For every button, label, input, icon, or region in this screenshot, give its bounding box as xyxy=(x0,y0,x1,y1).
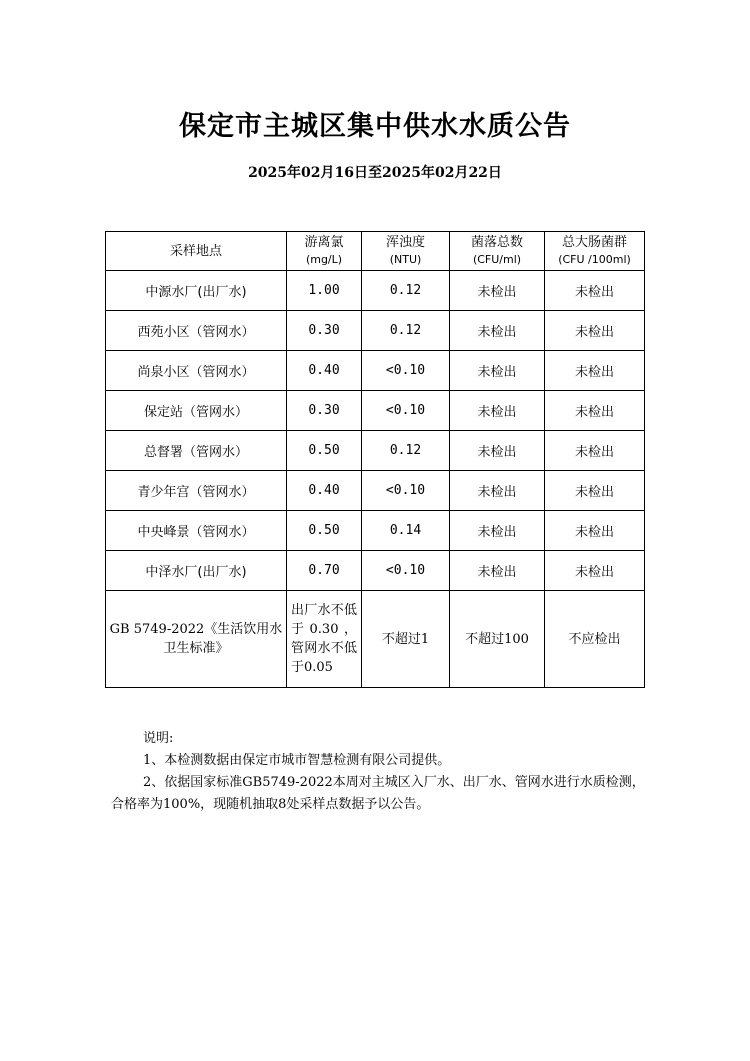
turbidity-cell: 0.12 xyxy=(362,271,450,311)
header-chlorine: 游离氯 (mg/L) xyxy=(287,232,362,271)
chlorine-cell: 0.70 xyxy=(287,551,362,591)
note-item: 2、依据国家标准GB5749-2022本周对主城区入厂水、出厂水、管网水进行水质检测，合格率为100%，现随机抽取8处采样点数据予以公告。 xyxy=(111,775,645,812)
colony-cell: 未检出 xyxy=(450,471,545,511)
colony-cell: 未检出 xyxy=(450,271,545,311)
site-cell: 青少年宫（管网水） xyxy=(106,471,287,511)
chlorine-cell: 1.00 xyxy=(287,271,362,311)
site-cell: 中源水厂(出厂水) xyxy=(106,271,287,311)
header-turbidity: 浑浊度 (NTU) xyxy=(362,232,450,271)
table-row xyxy=(106,351,645,391)
site-cell: 尚泉小区（管网水） xyxy=(106,351,287,391)
chlorine-cell: 0.30 xyxy=(287,391,362,431)
coliform-cell: 未检出 xyxy=(545,351,645,391)
colony-cell: 未检出 xyxy=(450,311,545,351)
colony-cell: 未检出 xyxy=(450,551,545,591)
table-row xyxy=(106,511,645,551)
page-title: 保定市主城区集中供水水质公告 xyxy=(179,111,571,142)
chlorine-cell: 0.40 xyxy=(287,471,362,511)
table-row xyxy=(106,471,645,511)
colony-cell: 未检出 xyxy=(450,391,545,431)
table-row xyxy=(106,391,645,431)
turbidity-cell: 0.12 xyxy=(362,311,450,351)
standard-name-cell: GB 5749-2022《生活饮用水卫生标准》 xyxy=(106,591,287,688)
notes-heading: 说明: xyxy=(143,731,174,746)
table-row xyxy=(106,551,645,591)
table-row xyxy=(106,271,645,311)
site-cell: 中泽水厂(出厂水) xyxy=(106,551,287,591)
table-header-row xyxy=(106,232,645,271)
turbidity-cell: <0.10 xyxy=(362,391,450,431)
chlorine-cell: 0.40 xyxy=(287,351,362,391)
standard-row xyxy=(106,591,645,688)
turbidity-cell: <0.10 xyxy=(362,471,450,511)
table-row xyxy=(106,431,645,471)
note-item: 1、本检测数据由保定市城市智慧检测有限公司提供。 xyxy=(143,753,451,768)
coliform-cell: 未检出 xyxy=(545,551,645,591)
colony-cell: 未检出 xyxy=(450,431,545,471)
site-cell: 中央峰景（管网水） xyxy=(106,511,287,551)
site-cell: 保定站（管网水） xyxy=(106,391,287,431)
header-coliform: 总大肠菌群 (CFU /100ml) xyxy=(545,232,645,271)
header-site: 采样地点 xyxy=(106,232,287,271)
turbidity-cell: 0.12 xyxy=(362,431,450,471)
chlorine-cell: 0.50 xyxy=(287,511,362,551)
turbidity-cell: 0.14 xyxy=(362,511,450,551)
site-cell: 总督署（管网水） xyxy=(106,431,287,471)
standard-turbidity-cell: 不超过1 xyxy=(362,591,450,688)
date-range: 2025年02月16日至2025年02月22日 xyxy=(248,165,502,181)
turbidity-cell: <0.10 xyxy=(362,551,450,591)
water-quality-table xyxy=(105,231,645,688)
coliform-cell: 未检出 xyxy=(545,311,645,351)
turbidity-cell: <0.10 xyxy=(362,351,450,391)
coliform-cell: 未检出 xyxy=(545,271,645,311)
chlorine-cell: 0.30 xyxy=(287,311,362,351)
coliform-cell: 未检出 xyxy=(545,391,645,431)
standard-chlorine-cell: 出厂水不低于0.30，管网水不低于0.05 xyxy=(287,591,362,688)
table-row xyxy=(106,311,645,351)
site-cell: 西苑小区（管网水） xyxy=(106,311,287,351)
chlorine-cell: 0.50 xyxy=(287,431,362,471)
coliform-cell: 未检出 xyxy=(545,471,645,511)
colony-cell: 未检出 xyxy=(450,511,545,551)
notes-section xyxy=(111,728,645,816)
colony-cell: 未检出 xyxy=(450,351,545,391)
coliform-cell: 未检出 xyxy=(545,511,645,551)
coliform-cell: 未检出 xyxy=(545,431,645,471)
header-colony: 菌落总数 (CFU/ml) xyxy=(450,232,545,271)
standard-colony-cell: 不超过100 xyxy=(450,591,545,688)
standard-coliform-cell: 不应检出 xyxy=(545,591,645,688)
